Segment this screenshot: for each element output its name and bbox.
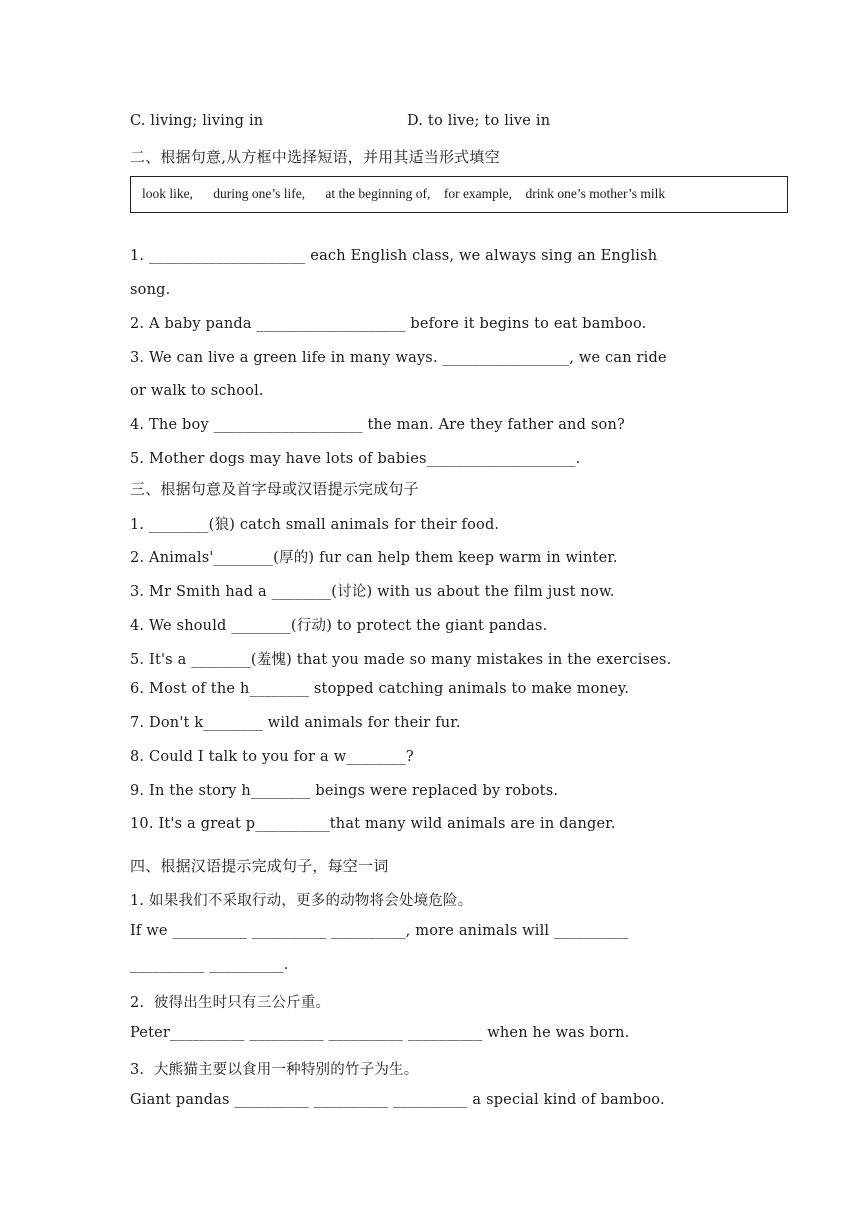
s3-item-4: 4. We should ________(行动) to protect the giant pandas. [130,618,548,634]
s2-item-1: 1. _____________________ each English class, we always sing an English [130,248,658,264]
phrase-box [130,176,788,213]
s4-item-2-en: Peter__________ __________ __________ __________ when he was born. [130,1025,630,1041]
s4-item-3-en: Giant pandas __________ __________ __________ a special kind of bamboo. [130,1092,665,1108]
section2-heading: 二、根据句意,从方框中选择短语，并用其适当形式填空 [130,148,500,166]
option-c: C. living; living in [130,113,264,129]
s3-item-7: 7. Don't k________ wild animals for their fur. [130,715,461,731]
s3-item-6: 6. Most of the h________ stopped catching animals to make money. [130,681,630,697]
section3-heading: 三、根据句意及首字母或汉语提示完成句子 [130,480,419,498]
s2-item-2: 2. A baby panda ____________________ before it begins to eat bamboo. [130,316,647,332]
s2-item-4: 4. The boy ____________________ the man. Are they father and son? [130,417,625,433]
s4-item-1-en: If we __________ __________ __________, more animals will __________ [130,923,629,939]
s3-item-3: 3. Mr Smith had a ________(讨论) with us about the film just now. [130,584,615,600]
s2-item-3: 3. We can live a green life in many ways. _________________, we can ride [130,350,667,366]
s4-item-2-cn: 2. 彼得出生时只有三公斤重。 [130,995,331,1011]
s3-item-8: 8. Could I talk to you for a w________? [130,749,414,765]
option-d: D. to live; to live in [407,113,551,129]
s2-item-5: 5. Mother dogs may have lots of babies____________________. [130,451,581,467]
s4-item-1-cont: __________ __________. [130,957,289,973]
s3-item-10: 10. It's a great p__________that many wild animals are in danger. [130,816,616,832]
s3-item-1: 1. ________(狼) catch small animals for their food. [130,517,500,533]
section4-heading: 四、根据汉语提示完成句子，每空一词 [130,857,389,875]
s4-item-3-cn: 3. 大熊猫主要以食用一种特别的竹子为生。 [130,1062,419,1078]
s2-item-3-cont: or walk to school. [130,383,264,399]
phrase-box-text: look like, during one’s life, at the beginning of, for example, drink one’s mother’s milk [142,186,666,201]
s3-item-2: 2. Animals'________(厚的) fur can help them keep warm in winter. [130,550,618,566]
s2-item-1-cont: song. [130,282,171,298]
s3-item-5: 5. It's a ________(羞愧) that you made so many mistakes in the exercises. [130,652,672,668]
s3-item-9: 9. In the story h________ beings were replaced by robots. [130,783,559,799]
s4-item-1-cn: 1. 如果我们不采取行动，更多的动物将会处境危险。 [130,893,473,909]
